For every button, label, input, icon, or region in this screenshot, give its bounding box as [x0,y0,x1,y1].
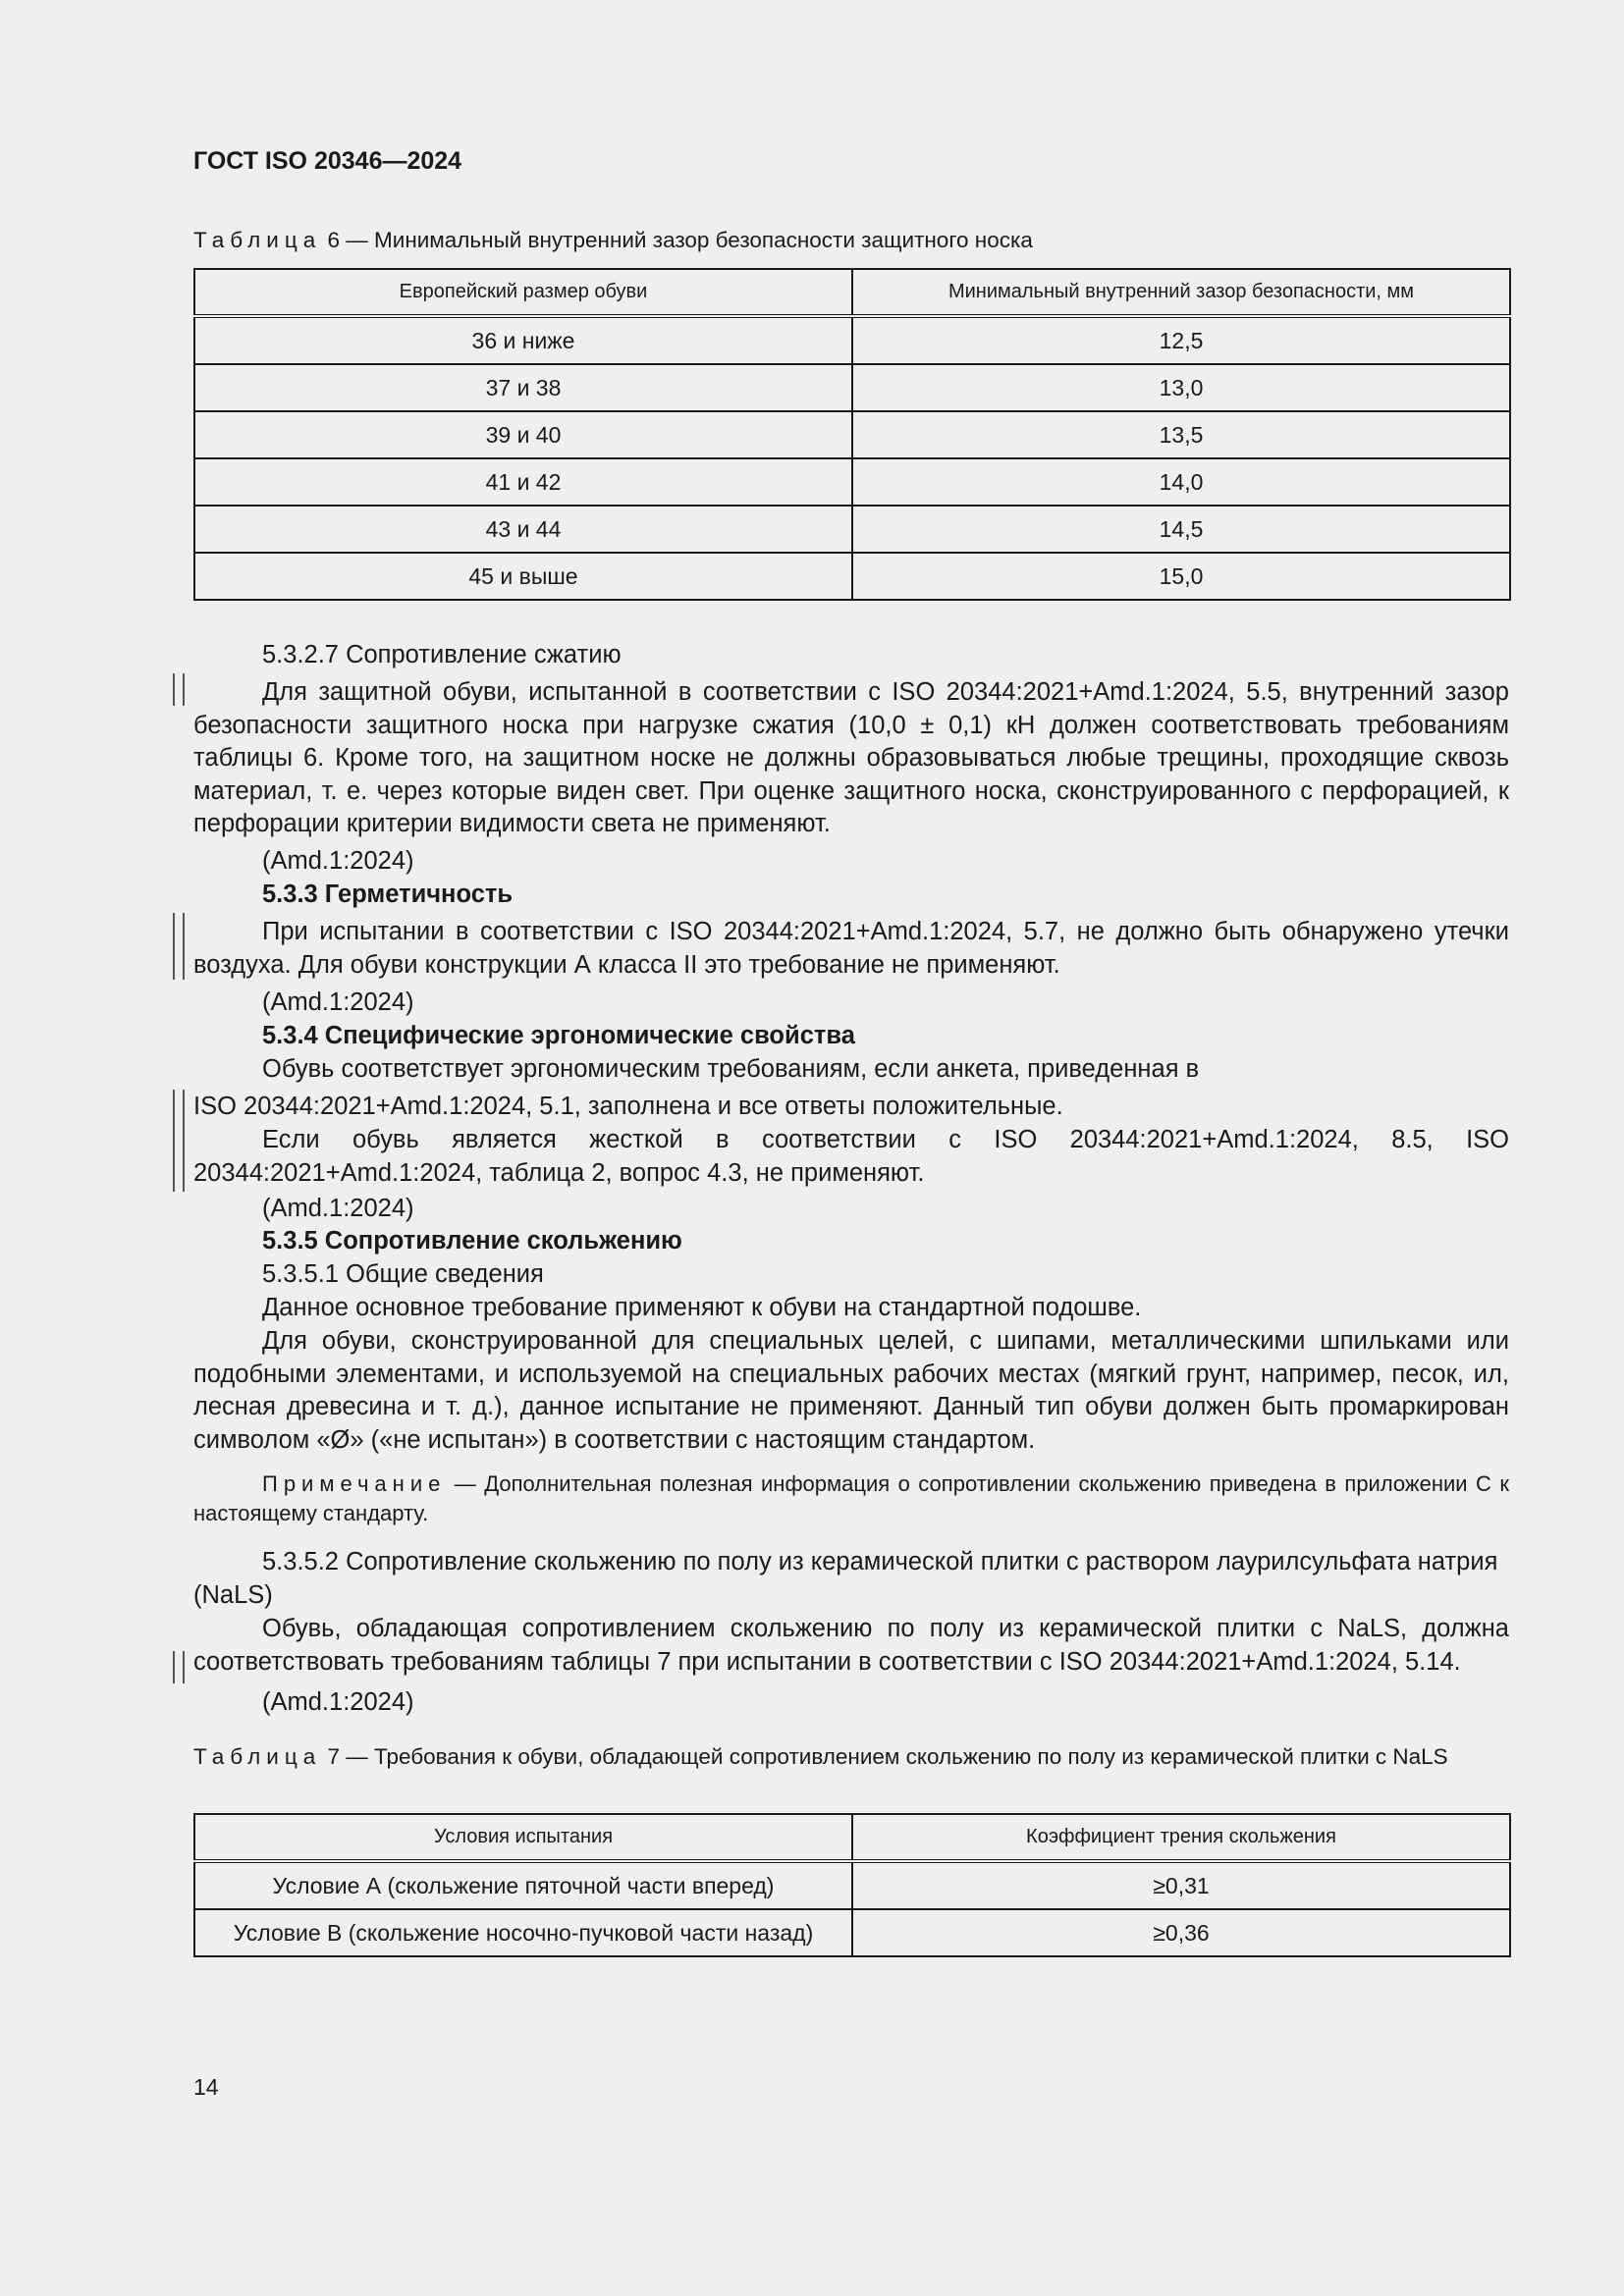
change-marker [173,1651,185,1683]
paragraph-slip-special: Для обуви, сконструированной для специальных целей, с шипами, металлическими шпильками или подобными элементами, и используемой на специальных рабочих местах (мягкий грунт, например, песок, ил, лесная древесина и т. д.), данное испытание не применяют. Данный тип обуви должен быть промаркирован символом «Ø» («не испытан») в соответствии с настоящим стандартом. [193,1327,1509,1454]
note-label: Примечание [262,1471,447,1496]
paragraph-ergonomics-line1: Обувь соответствует эргономическим требованиям, если анкета, приведенная в [262,1055,1200,1083]
table7-header-coefficient: Коэффициент трения скольжения [852,1814,1510,1861]
table-cell: 14,5 [852,506,1510,553]
paragraph-compression: Для защитной обуви, испытанной в соответствии с ISO 20344:2021+Amd.1:2024, 5.5, внутренний зазор безопасности защитного носка при нагрузке сжатия (10,0 ± 0,1) кН должен соответствовать требованиям таблицы 6. Кроме того, на защитном носке не должны образовываться любые трещины, проходящие сквозь материал, т. е. через которые виден свет. При оценке защитного носка, сконструированного с перфорацией, к перфорации критерии видимости света не применяют. [193,678,1509,837]
table6-caption-text: 6 — Минимальный внутренний зазор безопасности защитного носка [321,228,1033,252]
table-cell: ≥0,36 [852,1909,1510,1956]
section-5-3-4-heading: 5.3.4 Специфические эргономические свойства [262,1022,855,1049]
amendment-note: (Amd.1:2024) [262,1195,414,1222]
table-cell: 45 и выше [194,553,852,600]
table-cell: 14,0 [852,458,1510,506]
table-cell: 39 и 40 [194,411,852,458]
table6-caption-label: Таблица [193,228,322,252]
table-cell: 12,5 [852,316,1510,364]
table6-header-size: Европейский размер обуви [194,269,852,316]
table-cell: Условие В (скольжение носочно-пучковой части назад) [194,1909,852,1956]
table-cell: 13,5 [852,411,1510,458]
paragraph-ergonomics-line2: ISO 20344:2021+Amd.1:2024, 5.1, заполнена и все ответы положительные. [193,1093,1063,1120]
change-marker [173,1090,185,1192]
paragraph-slip-basic: Данное основное требование применяют к обуви на стандартной подошве. [262,1294,1142,1321]
document-header: ГОСТ ISO 20346—2024 [193,147,462,175]
amendment-note: (Amd.1:2024) [262,1688,414,1716]
table7-caption-text: 7 — Требования к обуви, обладающей сопротивлением скольжению по полу из керамической плитки с NaLS [321,1744,1448,1769]
section-5-3-5-2-heading: 5.3.5.2 Сопротивление скольжению по полу из керамической плитки с раствором лаурилсульфата натрия (NaLS) [193,1548,1498,1609]
table6 [193,268,1511,601]
table6-header-clearance: Минимальный внутренний зазор безопасности, мм [852,269,1510,316]
section-5-3-5-1-heading: 5.3.5.1 Общие сведения [262,1260,544,1288]
table-cell: Условие А (скольжение пяточной части вперед) [194,1861,852,1909]
change-marker [173,673,185,706]
table-row [194,364,1510,411]
change-marker [173,913,185,980]
table6-header-row [194,269,1510,316]
note [193,1469,1509,1528]
table-cell: 15,0 [852,553,1510,600]
amendment-note: (Amd.1:2024) [262,847,414,875]
section-5-3-5-heading: 5.3.5 Сопротивление скольжению [262,1227,682,1255]
table-row [194,1861,1510,1909]
paragraph-leakproofness: При испытании в соответствии с ISO 20344:2021+Amd.1:2024, 5.7, не должно быть обнаружено утечки воздуха. Для обуви конструкции А класса II это требование не применяют. [193,918,1509,979]
table7-header-row [194,1814,1510,1861]
table7 [193,1813,1511,1957]
table-cell: ≥0,31 [852,1861,1510,1909]
amendment-note: (Amd.1:2024) [262,988,414,1016]
paragraph-slip-ceramic: Обувь, обладающая сопротивлением скольжению по полу из керамической плитки с NaLS, должна соответствовать требованиям таблицы 7 при испытании в соответствии с ISO 20344:2021+Amd.1:2024, 5.14. [193,1615,1509,1676]
table-cell: 41 и 42 [194,458,852,506]
section-5-3-2-7-heading: 5.3.2.7 Сопротивление сжатию [262,641,622,668]
table7-caption-label: Таблица [193,1744,322,1769]
table-row [194,411,1510,458]
table-row [194,458,1510,506]
table-cell: 37 и 38 [194,364,852,411]
page-number: 14 [193,2074,219,2100]
table-row [194,316,1510,364]
table-row [194,1909,1510,1956]
table-cell: 36 и ниже [194,316,852,364]
table6-caption [193,226,1509,254]
table7-caption [193,1742,1509,1771]
section-5-3-3-heading: 5.3.3 Герметичность [262,881,514,908]
table-row [194,553,1510,600]
table-cell: 43 и 44 [194,506,852,553]
note-text: — Дополнительная полезная информация о сопротивлении скольжению приведена в приложении С к настоящему стандарту. [193,1471,1509,1525]
table7-header-conditions: Условия испытания [194,1814,852,1861]
paragraph-ergonomics-rigid: Если обувь является жесткой в соответствии с ISO 20344:2021+Amd.1:2024, 8.5, ISO 20344:2021+Amd.1:2024, таблица 2, вопрос 4.3, не применяют. [193,1126,1509,1187]
table-cell: 13,0 [852,364,1510,411]
table-row [194,506,1510,553]
